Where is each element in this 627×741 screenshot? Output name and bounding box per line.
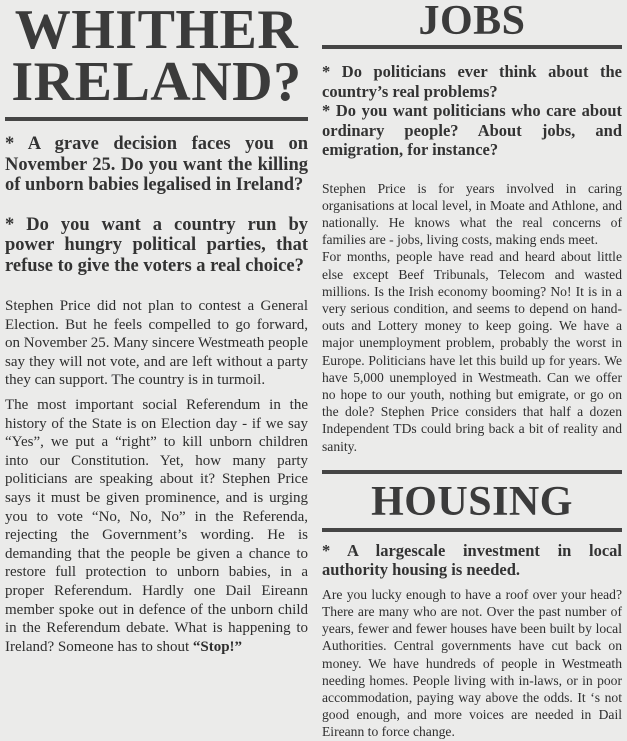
divider-rule bbox=[322, 470, 622, 474]
headline-jobs: JOBS bbox=[418, 0, 526, 44]
bullet-question: * Do politicians ever think about the country’s real problems? bbox=[322, 62, 622, 101]
right-column bbox=[322, 0, 622, 741]
headline-line-2: IRELAND? bbox=[11, 51, 302, 113]
bullet-statement: * A largescale investment in local authority housing is needed. bbox=[322, 540, 622, 580]
divider-rule bbox=[322, 45, 622, 49]
headline-housing: HOUSING bbox=[371, 478, 573, 525]
bullet-question: * Do you want a country run by power hungry political parties, that refuse to give the voters a real choice? bbox=[5, 214, 308, 276]
bullet-question: * Do you want politicians who care about ordinary people? About jobs, and emigration, for instance? bbox=[322, 101, 622, 159]
body-paragraph: Stephen Price is for years involved in caring organisations at local level, in Moate and Athlone, and nationally. He knows what the real concerns of families are - jobs, living costs, making ends meet. bbox=[322, 180, 622, 248]
housing-section bbox=[322, 470, 622, 741]
body-text: The most important social Referendum in the history of the State is on Election day - if we say “Yes”, we put a “right” to kill unborn children into our Constitution. Yet, how many party politicians are speaking about it? Stephen Price says it must be given prominence, and is urging you to vote “No, No, No” in the Referenda, rejecting the Government’s wording. He is demanding that the people be given a chance to restore full protection to unborn babies, in a proper Referendum. Hardly one Dail Eireann member spoke out in defence of the unborn child in the Referendum debate. What is happening to Ireland? Someone has to shout bbox=[5, 396, 308, 655]
headline-line-1: WHITHER bbox=[14, 0, 299, 61]
bullet-question: * A grave decision faces you on November 25. Do you want the killing of unborn babies legalised in Ireland? bbox=[5, 134, 308, 195]
left-column bbox=[5, 0, 308, 656]
body-paragraph: Stephen Price did not plan to contest a General Election. But he feels compelled to go forward, on November 25. Many sincere Westmeath people say they will not vote, and are left without a party they can support. The country is in turmoil. bbox=[5, 298, 309, 389]
divider-rule bbox=[322, 528, 622, 532]
body-paragraph: Are you lucky enough to have a roof over your head? There are many who are not. Over the past number of years, fewer and fewer houses have been built by local Authorities. Central governments have cut back on money. We have hundreds of people in Westmeath needing homes. People living with in-laws, or in poor accommodation, paying way above the odds. It ‘s not good enough, and more voices are needed in Dail Eireann to force change. bbox=[322, 586, 622, 740]
closing-emphasis: “Stop!” bbox=[192, 638, 243, 655]
jobs-section bbox=[322, 0, 622, 455]
headline-whither-ireland bbox=[5, 0, 308, 113]
body-paragraph bbox=[5, 396, 308, 656]
divider-rule bbox=[5, 117, 308, 121]
body-paragraph: For months, people have read and heard about little else except Beef Tribunals, Telecom and wasted millions. Is the Irish economy booming? No! It is in a very serious condition, and seems to depend on hand-outs and Lottery money to keep going. We have a major unemployment problem, probably the worst in Europe. Politicians have let this build up for years. We have 5,000 unemployed in Westmeath. Can we offer no hope to our youth, nothing but emigrate, or go on the dole? Stephen Price considers that half a dozen Independent TDs could bring back a bit of reality and sanity. bbox=[322, 249, 622, 454]
